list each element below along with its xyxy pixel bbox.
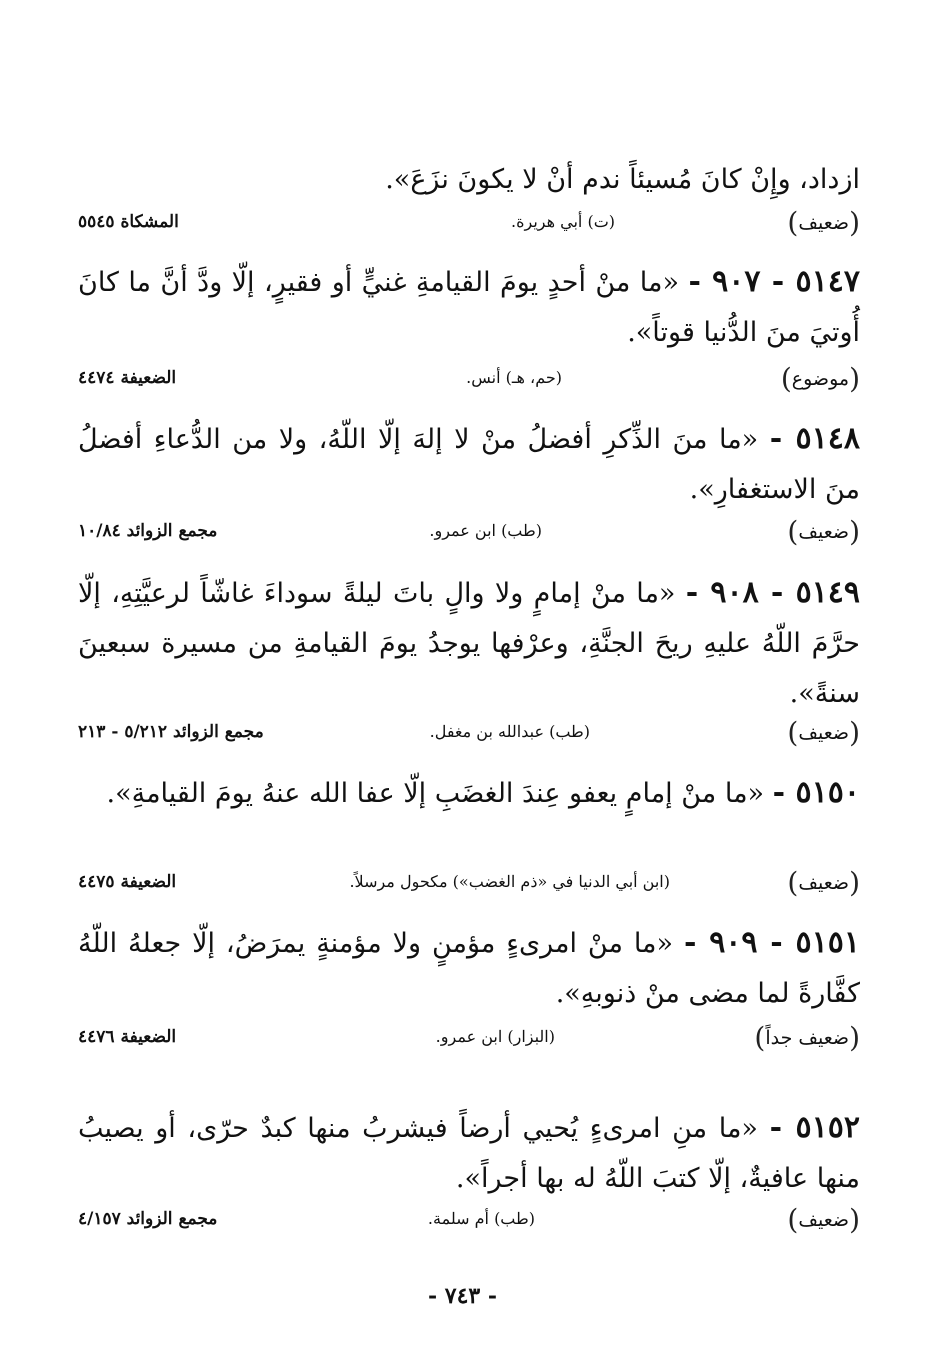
reference-label: الضعيفة ٤٤٧٤ <box>78 368 177 388</box>
hadith-body: «ما منَ الذِّكرِ أفضلُ منْ لا إلهَ إلّا اللّهُ، ولا من الدُّعاءِ أفضلُ منَ الاستغفارِ». <box>78 424 860 505</box>
hadith-body: ازداد، وإِنْ كانَ مُسيئاً ندم أنْ لا يكونَ نزَعَ». <box>385 164 860 195</box>
source-label: (ابن أبي الدنيا في «ذم الغضب») مكحول مرسلاً. <box>349 872 670 891</box>
hadith-number: ٥١٤٨ - <box>769 421 860 456</box>
hadith-meta <box>78 1203 860 1243</box>
grade-label: (ضعيف جداً) <box>754 1021 860 1054</box>
hadith-text <box>78 414 860 515</box>
source-label: (طب) ابن عمرو. <box>429 521 542 540</box>
source-label: (طب) عبدالله بن مغفل. <box>429 722 590 741</box>
hadith-meta <box>78 362 860 402</box>
grade-label: (ضعيف) <box>787 515 860 548</box>
hadith-text <box>78 918 860 1019</box>
hadith-number: ٥١٤٩ - ٩٠٨ - <box>685 575 861 610</box>
reference-label: مجمع الزوائد ٤/١٥٧ <box>78 1209 218 1229</box>
hadith-meta <box>78 515 860 555</box>
hadith-number: ٥١٥٢ - <box>769 1110 860 1145</box>
hadith-text <box>78 155 860 205</box>
hadith-meta <box>78 1021 860 1061</box>
hadith-body: «ما منْ امرىءٍ مؤمنٍ ولا مؤمنةٍ يمرَضُ، إلّا جعلهُ اللّهُ كفَّارةً لما مضى منْ ذنوبهِ». <box>78 928 860 1009</box>
hadith-number: ٥١٥١ - ٩٠٩ - <box>683 925 860 960</box>
hadith-body: «ما منْ إمامٍ يعفو عِندَ الغضَبِ إلّا عفا الله عنهُ يومَ القيامةِ». <box>106 778 765 809</box>
hadith-text <box>78 768 860 819</box>
grade-label: (ضعيف) <box>787 866 860 899</box>
reference-label: المشكاة ٥٥٤٥ <box>78 212 179 232</box>
hadith-body: «ما منْ إمامٍ ولا والٍ باتَ ليلةً سوداءَ غاشّاً لرعيَّتِهِ، إلّا حرَّمَ اللّهُ عليهِ ريحَ الجنَّةِ، وعرْفها يوجدُ يومَ القيامةِ من مسيرة سبعينَ سنةً». <box>78 578 860 709</box>
hadith-text <box>78 257 860 358</box>
source-label: (طب) أم سلمة. <box>427 1209 535 1228</box>
hadith-meta <box>78 866 860 906</box>
hadith-meta <box>78 716 860 756</box>
source-label: (ت) أبي هريرة. <box>511 212 615 231</box>
source-label: (حم، هـ) أنس. <box>466 368 562 387</box>
reference-label: مجمع الزوائد ٥/٢١٢ - ٢١٣ <box>78 722 264 742</box>
grade-label: (ضعيف) <box>787 206 860 239</box>
grade-label: (ضعيف) <box>787 1203 860 1236</box>
hadith-text <box>78 568 860 719</box>
grade-label: (ضعيف) <box>787 716 860 749</box>
reference-label: الضعيفة ٤٤٧٦ <box>78 1027 177 1047</box>
source-label: (البزار) ابن عمرو. <box>435 1027 555 1046</box>
hadith-text <box>78 1103 860 1204</box>
hadith-meta <box>78 206 860 246</box>
reference-label: مجمع الزوائد ١٠/٨٤ <box>78 521 218 541</box>
hadith-number: ٥١٥٠ - <box>772 775 860 810</box>
hadith-body: «ما منِ امرىءٍ يُحيي أرضاً فيشربُ منها كبدٌ حرّى، أو يصيبُ منها عافيةٌ، إلّا كتبَ اللّهُ له بها أجراً». <box>78 1113 860 1194</box>
grade-label: (موضوع) <box>780 362 860 395</box>
page-number: - ٧٤٣ - <box>427 1283 498 1309</box>
hadith-number: ٥١٤٧ - ٩٠٧ - <box>688 264 860 299</box>
reference-label: الضعيفة ٤٤٧٥ <box>78 872 177 892</box>
hadith-body: «ما منْ أحدٍ يومَ القيامةِ غنيٍّ أو فقيرٍ، إلّا ودَّ أنَّ ما كانَ أُوتيَ منَ الدُّنيا قوتاً». <box>78 267 860 348</box>
